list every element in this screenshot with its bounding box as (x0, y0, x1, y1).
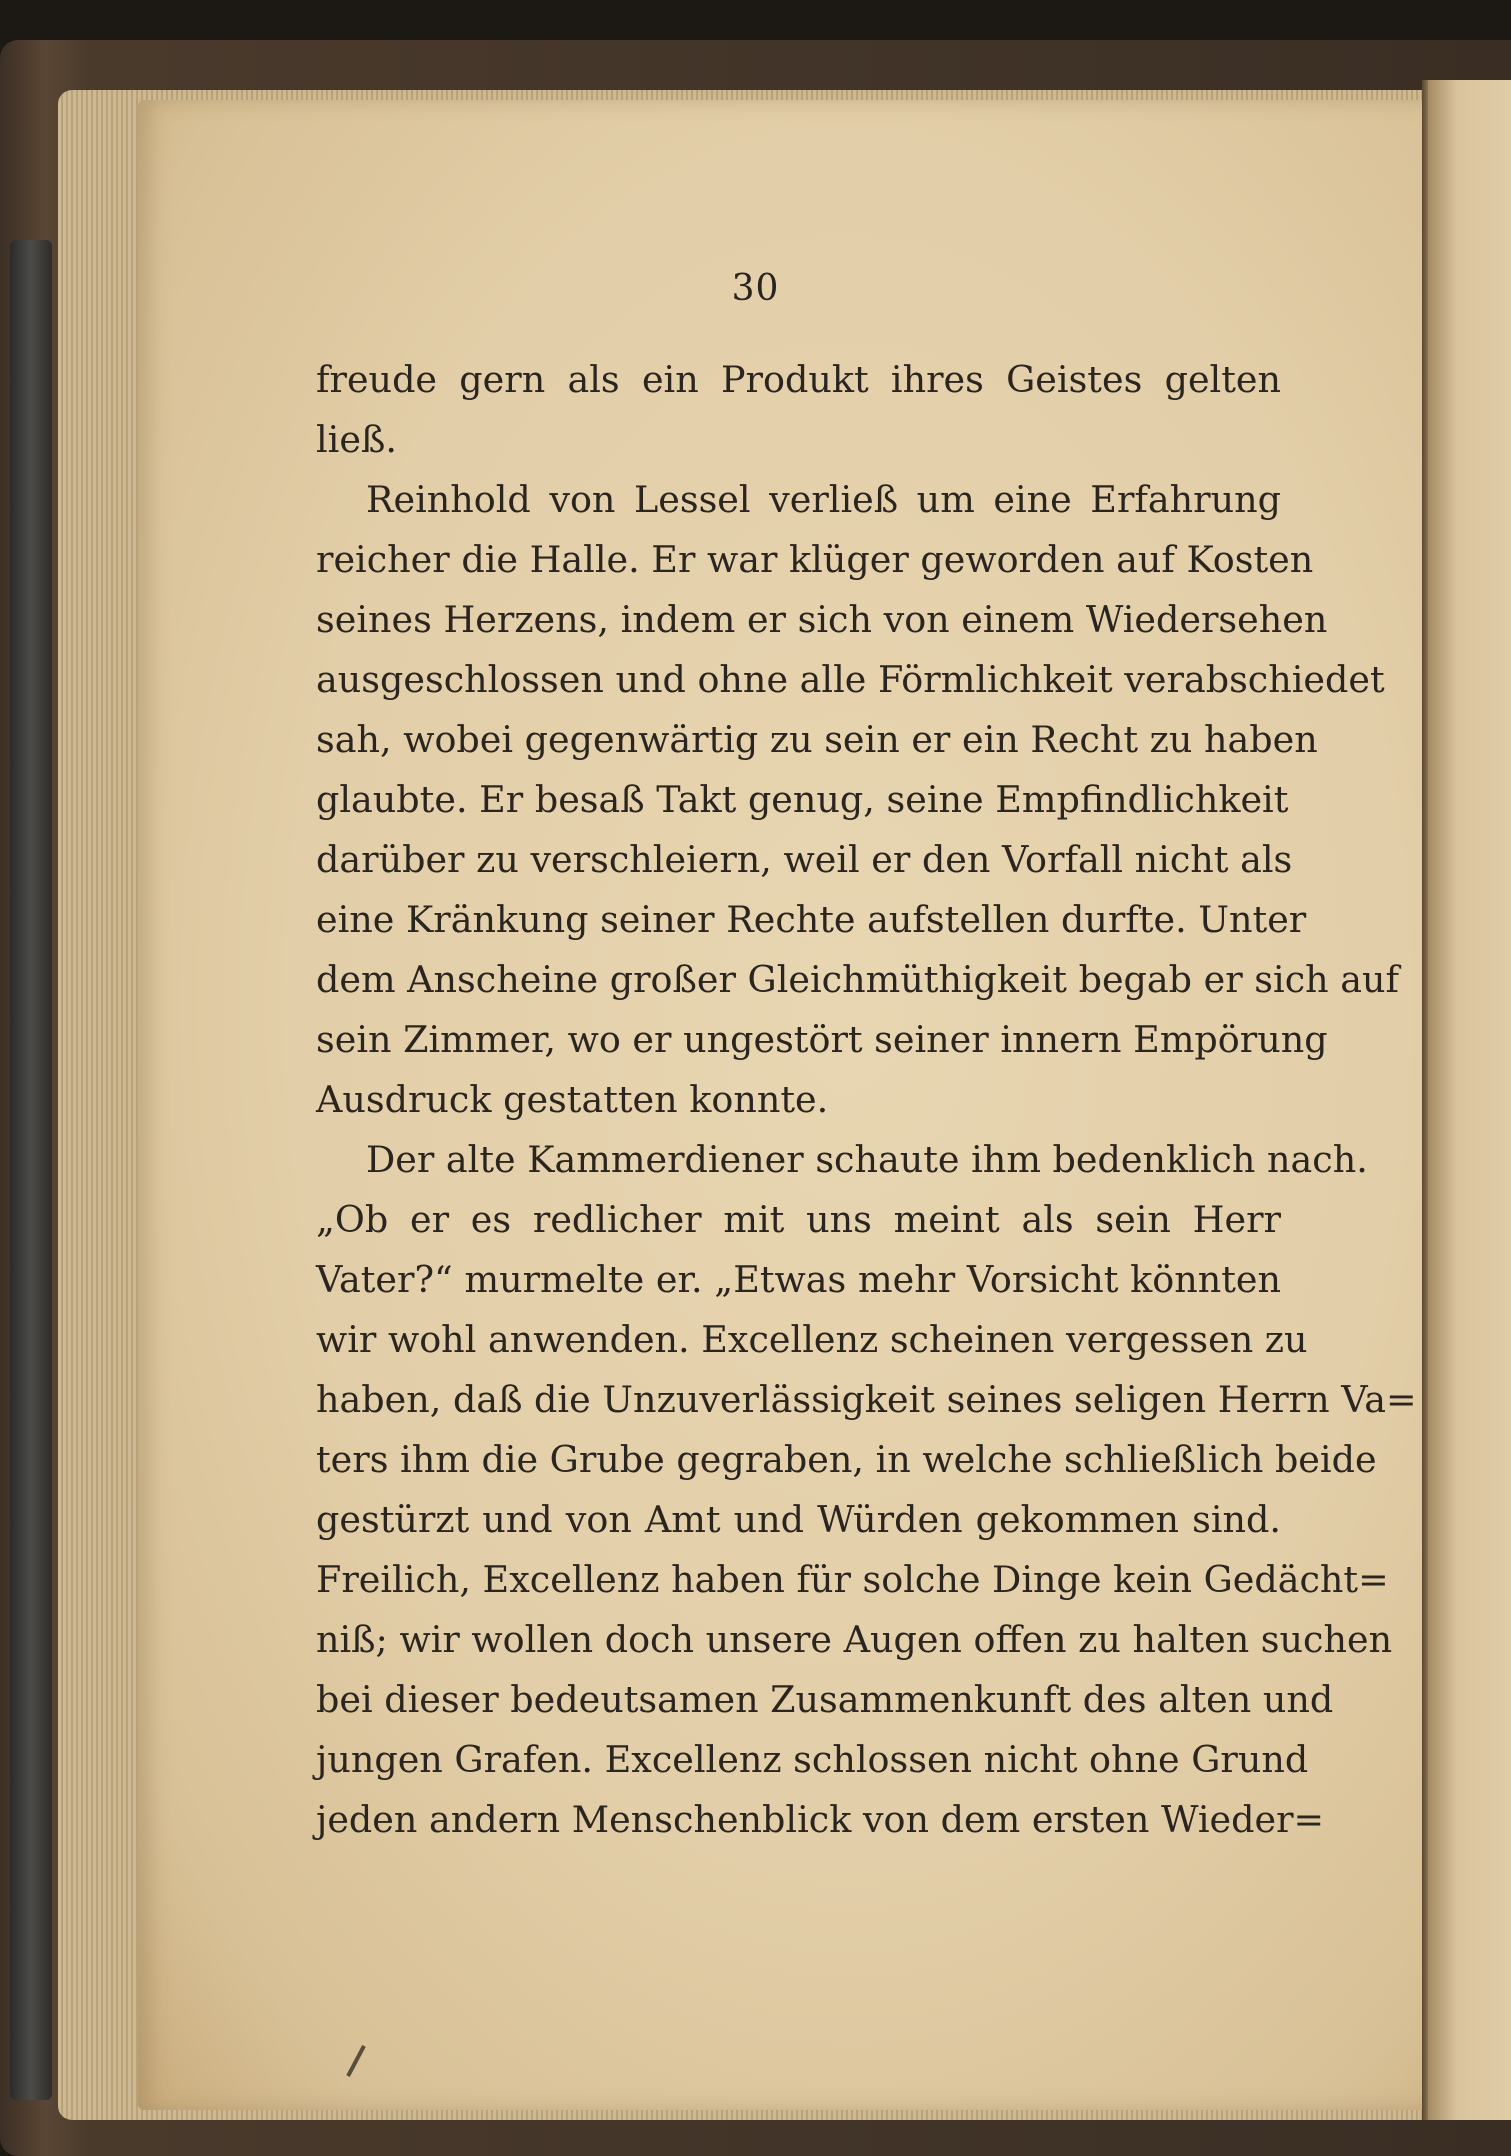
text-line: eine Kränkung seiner Rechte aufstellen durfte. Unter (316, 898, 1307, 941)
text-line: haben, daß die Unzuverlässigkeit seines seligen Herrn Va= (316, 1378, 1417, 1421)
text-line: glaubte. Er besaß Takt genug, seine Empfindlichkeit (316, 778, 1289, 821)
facing-page-edge (1428, 80, 1511, 2120)
text-line: wir wohl anwenden. Excellenz scheinen vergessen zu (316, 1318, 1308, 1361)
text-line: dem Anscheine großer Gleichmüthigkeit begab er sich auf (316, 958, 1400, 1001)
text-line: niß; wir wollen doch unsere Augen offen zu halten suchen (316, 1618, 1393, 1661)
text-line: ließ. (316, 418, 397, 461)
text-line: „Ob er es redlicher mit uns meint als sein Herr (316, 1198, 1281, 1241)
text-line: freude gern als ein Produkt ihres Geistes gelten (316, 358, 1281, 401)
text-line: jungen Grafen. Excellenz schlossen nicht ohne Grund (316, 1738, 1309, 1781)
body-text (316, 350, 1417, 1850)
text-line: sah, wobei gegenwärtig zu sein er ein Recht zu haben (316, 718, 1318, 761)
text-line: Vater?“ murmelte er. „Etwas mehr Vorsicht könnten (316, 1258, 1281, 1301)
text-line: sein Zimmer, wo er ungestört seiner innern Empörung (316, 1018, 1328, 1061)
text-line: ters ihm die Grube gegraben, in welche schließlich beide (316, 1438, 1377, 1481)
page-number: 30 (731, 268, 780, 309)
text-line: jeden andern Menschenblick von dem ersten Wieder= (316, 1798, 1325, 1841)
text-line: Ausdruck gestatten konnte. (316, 1078, 829, 1121)
text-line: bei dieser bedeutsamen Zusammenkunft des alten und (316, 1678, 1334, 1721)
text-line: seines Herzens, indem er sich von einem Wiedersehen (316, 598, 1328, 641)
text-line: Reinhold von Lessel verließ um eine Erfahrung (366, 478, 1281, 521)
book-spine (10, 240, 52, 2100)
text-line: gestürzt und von Amt und Würden gekommen sind. (316, 1498, 1281, 1541)
text-line: reicher die Halle. Er war klüger geworden auf Kosten (316, 538, 1314, 581)
text-line: ausgeschlossen und ohne alle Förmlichkeit verabschiedet (316, 658, 1385, 701)
text-line: darüber zu verschleiern, weil er den Vorfall nicht als (316, 838, 1293, 881)
text-line: Der alte Kammerdiener schaute ihm bedenklich nach. (366, 1138, 1368, 1181)
text-line: Freilich, Excellenz haben für solche Dinge kein Gedächt= (316, 1558, 1389, 1601)
